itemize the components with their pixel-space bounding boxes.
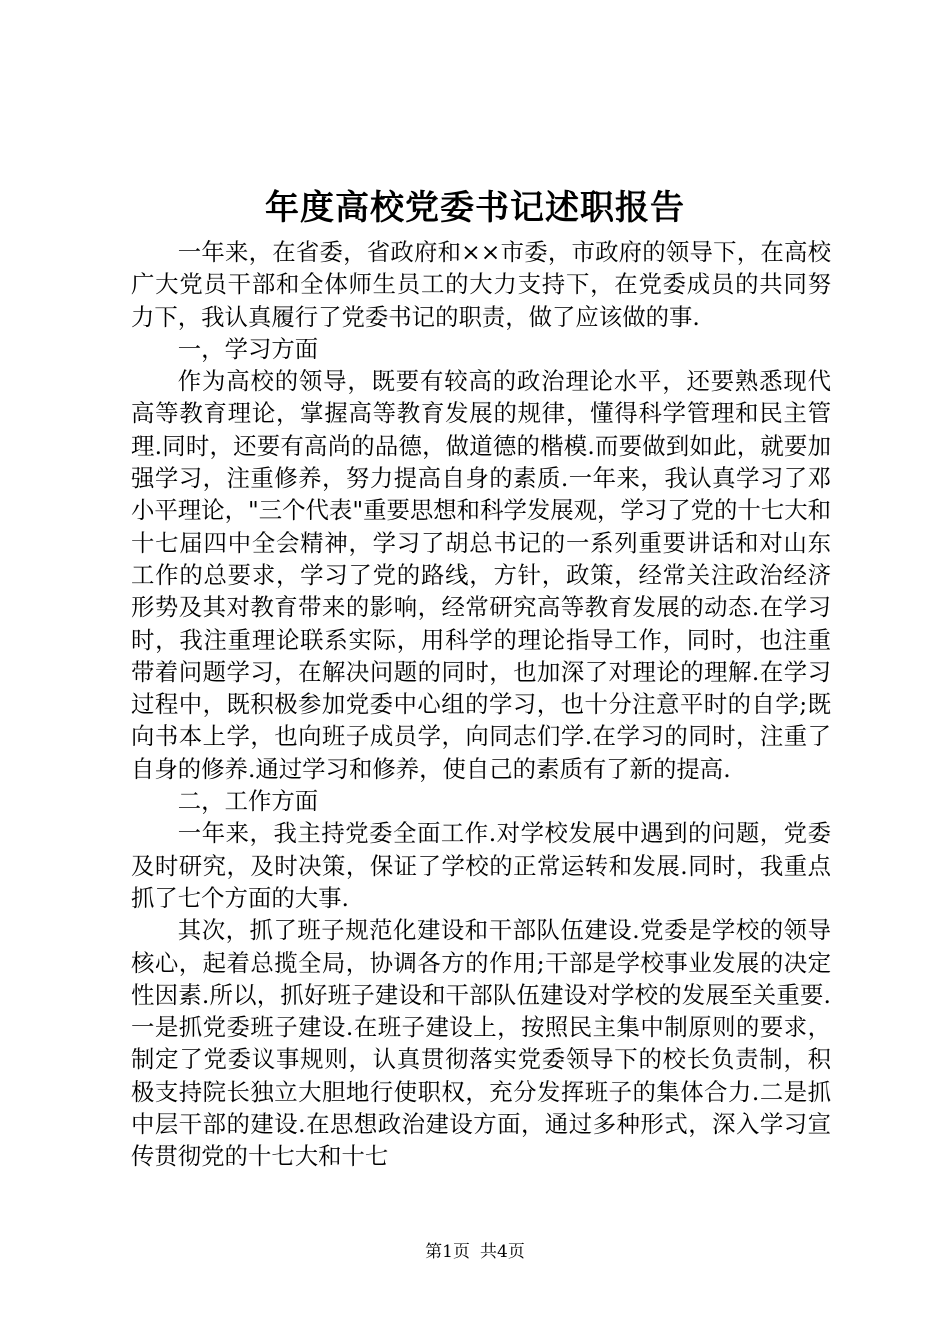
paragraph-team-building: 其次，抓了班子规范化建设和干部队伍建设.党委是学校的领导核心，起着总揽全局，协调各方的作用;干部是学校事业发展的决定性因素.所以，抓好班子建设和干部队伍建设对学校的发展至关重要.一是抓党委班子建设.在班子建设上，按照民主集中制原则的要求，制定了党委议事规则，认真贯彻落实党委领导下的校长负责制，积极支持院长独立大胆地行使职权，充分发挥班子的集体合力.二是抓中层干部的建设.在思想政治建设方面，通过多种形式，深入学习宣传贯彻党的十七大和十七	[131, 916, 831, 1171]
section-heading-work: 二，工作方面	[177, 787, 319, 816]
paragraph-work: 一年来，我主持党委全面工作.对学校发展中遇到的问题，党委及时研究，及时决策，保证了学校的正常运转和发展.同时，我重点抓了七个方面的大事.	[131, 819, 831, 912]
paragraph-study: 作为高校的领导，既要有较高的政治理论水平，还要熟悉现代高等教育理论，掌握高等教育发展的规律，懂得科学管理和民主管理.同时，还要有高尚的品德，做道德的楷模.而要做到如此，就要加强学习，注重修养，努力提高自身的素质.一年来，我认真学习了邓小平理论，"三个代表"重要思想和科学发展观，学习了党的十七大和十七届四中全会精神，学习了胡总书记的一系列重要讲话和对山东工作的总要求，学习了党的路线，方针，政策，经常关注政治经济形势及其对教育带来的影响，经常研究高等教育发展的动态.在学习时，我注重理论联系实际，用科学的理论指导工作，同时，也注重带着问题学习，在解决问题的同时，也加深了对理论的理解.在学习过程中，既积极参加党委中心组的学习，也十分注意平时的自学;既向书本上学，也向班子成员学，向同志们学.在学习的同时，注重了自身的修养.通过学习和修养，使自己的素质有了新的提高.	[131, 367, 831, 783]
document-title: 年度高校党委书记述职报告	[265, 188, 685, 228]
page-number: 第1页	[425, 1242, 470, 1262]
paragraph-intro: 一年来，在省委，省政府和××市委，市政府的领导下，在高校广大党员干部和全体师生员工的大力支持下，在党委成员的共同努力下，我认真履行了党委书记的职责，做了应该做的事.	[131, 238, 831, 331]
document-body	[131, 236, 831, 1173]
page-total: 共4页	[480, 1242, 525, 1262]
page-footer	[0, 1240, 950, 1264]
section-heading-study: 一，学习方面	[177, 334, 319, 363]
